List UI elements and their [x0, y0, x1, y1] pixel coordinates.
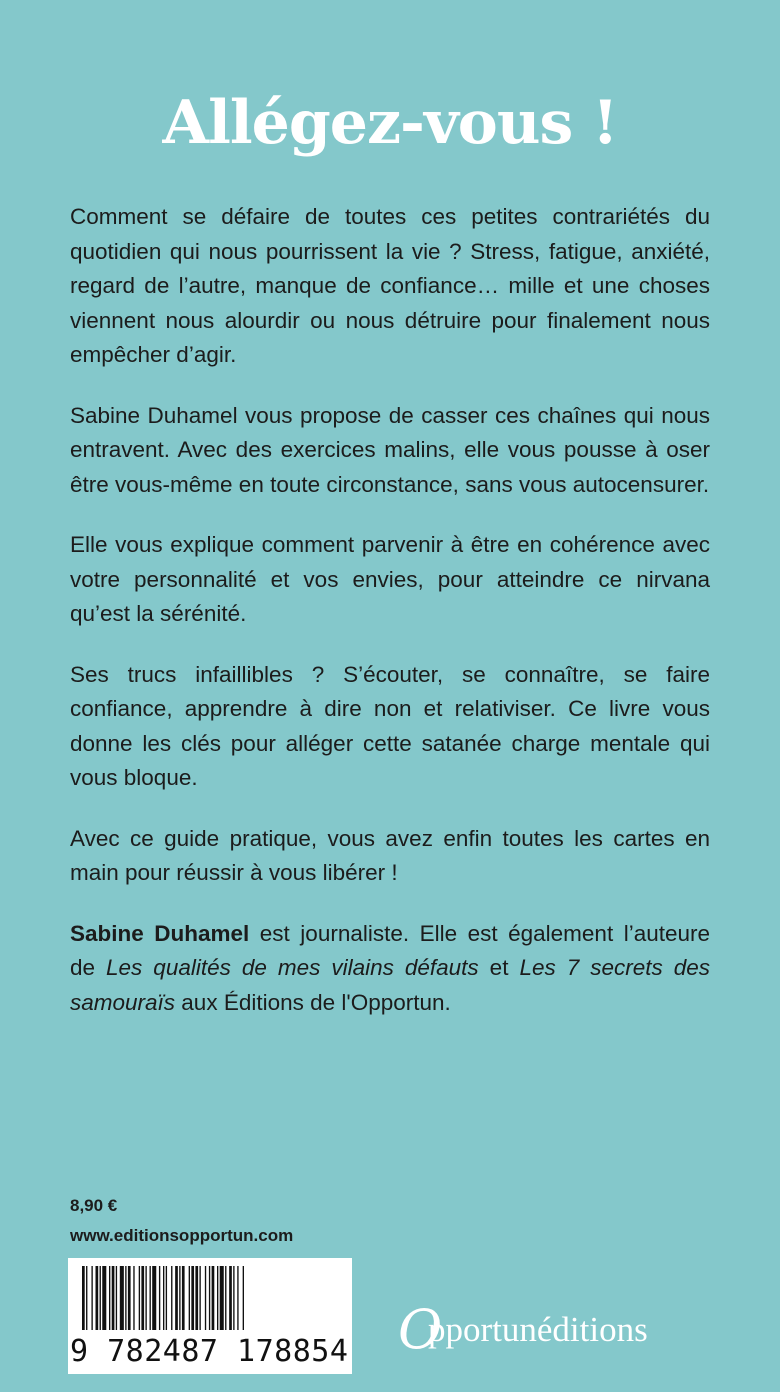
- author-name: Sabine Duhamel: [70, 920, 250, 946]
- author-bio: [70, 917, 710, 1021]
- blurb-paragraph-1: Comment se défaire de toutes ces petites contrariétés du quotidien qui nous pourrissent la vie ? Stress, fatigue, anxiété, regard de l’autre, manque de confiance… mille et une choses viennent nous alourdir ou nous détruire pour finalement nous empêcher d’agir.: [70, 204, 710, 367]
- blurb-paragraph-3: Elle vous explique comment parvenir à être en cohérence avec votre personnalité et vos envies, pour atteindre ce nirvana qu’est la sérénité.: [70, 532, 710, 626]
- book-title-1: Les qualités de mes vilains défauts: [106, 955, 479, 980]
- isbn-number: 9 782487 178854: [70, 1334, 349, 1369]
- book-title-2: Les 7 secrets des samouraïs: [70, 955, 710, 1015]
- blurb-paragraph-4: Ses trucs infaillibles ? S’écouter, se connaître, se faire confiance, apprendre à dire non et relativiser. Ce livre vous donne les clés pour alléger cette satanée charge mentale qui vous bloque.: [70, 661, 710, 790]
- cover-title: Allégez-vous !: [162, 88, 618, 158]
- barcode-bars: [82, 1266, 340, 1330]
- bio-text-3: aux Éditions de l'Opportun.: [175, 989, 451, 1015]
- publisher-logo: [398, 1300, 738, 1370]
- publisher-logo-name: pportunéditions: [428, 1310, 648, 1349]
- publisher-logo-initial: O: [398, 1298, 443, 1361]
- price-label: 8,90 €: [70, 1196, 118, 1215]
- bio-text-1: est journaliste. Elle est également l’auteure de: [70, 920, 711, 980]
- blurb: [70, 200, 710, 1046]
- barcode: [68, 1258, 352, 1374]
- bio-text-2: et: [478, 955, 520, 980]
- blurb-paragraph-2: Sabine Duhamel vous propose de casser ces chaînes qui nous entravent. Avec des exercices malins, elle vous pousse à oser être vous-même en toute circonstance, sans vous autocensurer.: [70, 402, 710, 497]
- website-link[interactable]: www.editionsopportun.com: [70, 1226, 294, 1245]
- blurb-paragraph-5: Avec ce guide pratique, vous avez enfin toutes les cartes en main pour réussir à vous libérer !: [70, 825, 710, 885]
